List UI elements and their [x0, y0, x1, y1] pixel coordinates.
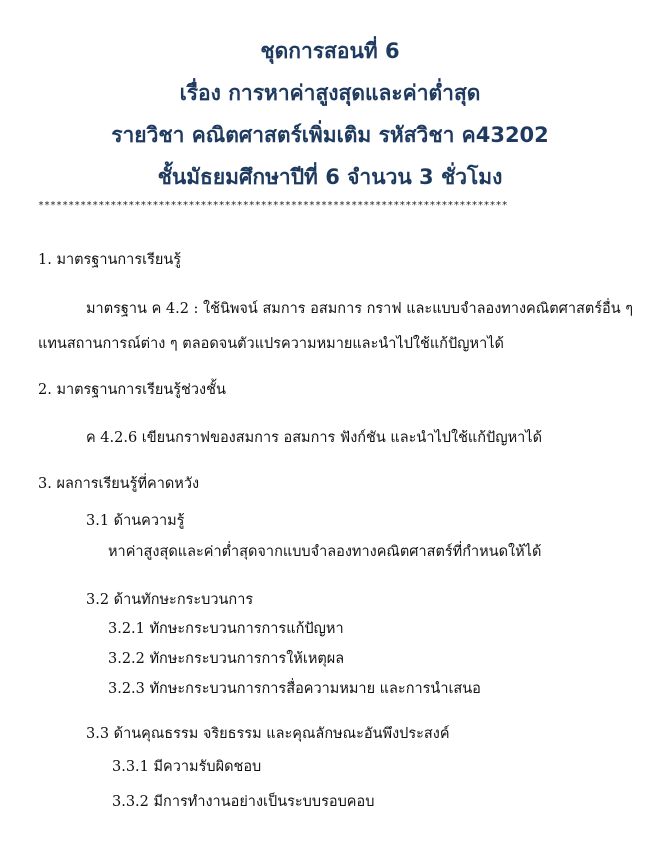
knowledge-heading: 3.1 ด้านความรู้ — [86, 513, 185, 529]
title-line-2: เรื่อง การหาค่าสูงสุดและค่าต่ำสุด — [179, 81, 481, 105]
attitude-item-1: 3.3.1 มีความรับผิดชอบ — [112, 759, 262, 775]
section-3-heading: 3. ผลการเรียนรู้ที่คาดหวัง — [38, 476, 200, 492]
attitude-heading: 3.3 ด้านคุณธรรม จริยธรรม และคุณลักษณะอันพึงประสงค์ — [86, 726, 450, 742]
process-item-2: 3.2.2 ทักษะกระบวนการการให้เหตุผล — [108, 651, 345, 667]
process-heading: 3.2 ด้านทักษะกระบวนการ — [86, 592, 254, 608]
process-item-3: 3.2.3 ทักษะกระบวนการการสื่อความหมาย และการนำเสนอ — [108, 681, 481, 697]
section-1-heading: 1. มาตรฐานการเรียนรู้ — [38, 252, 182, 268]
section-2-heading: 2. มาตรฐานการเรียนรู้ช่วงชั้น — [38, 382, 226, 398]
section-2-item: ค 4.2.6 เขียนกราฟของสมการ อสมการ ฟังก์ชัน และนำไปใช้แก้ปัญหาได้ — [86, 430, 542, 446]
section-1-para-line-1: มาตรฐาน ค 4.2 : ใช้นิพจน์ สมการ อสมการ กราฟ และแบบจำลองทางคณิตศาสตร์อื่น ๆ — [86, 301, 634, 317]
knowledge-item: หาค่าสูงสุดและค่าต่ำสุดจากแบบจำลองทางคณิตศาสตร์ที่กำหนดให้ได้ — [108, 544, 542, 560]
title-line-3: รายวิชา คณิตศาสตร์เพิ่มเติม รหัสวิชา ค43202 — [111, 123, 549, 147]
asterisk-divider: ****************************************************************************** — [38, 200, 508, 211]
section-1-para-line-2: แทนสถานการณ์ต่าง ๆ ตลอดจนตัวแปรความหมายและนำไปใช้แก้ปัญหาได้ — [38, 336, 504, 352]
process-item-1: 3.2.1 ทักษะกระบวนการการแก้ปัญหา — [108, 621, 344, 637]
document-title — [0, 30, 660, 198]
title-line-4: ชั้นมัธยมศึกษาปีที่ 6 จำนวน 3 ชั่วโมง — [157, 165, 503, 189]
title-line-1: ชุดการสอนที่ 6 — [260, 39, 400, 63]
attitude-item-2: 3.3.2 มีการทำงานอย่างเป็นระบบรอบคอบ — [112, 794, 375, 810]
